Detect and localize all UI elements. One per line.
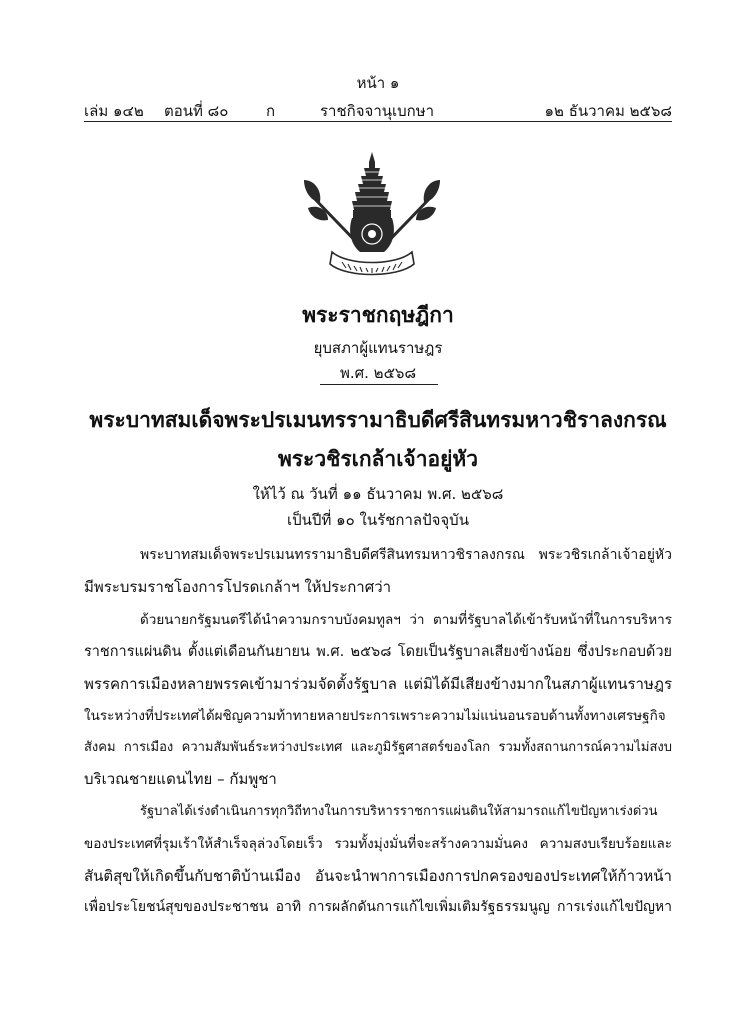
reign-year: เป็นปีที่ ๑๐ ในรัชกาลปัจจุบัน: [287, 511, 469, 529]
body-line: ในระหว่างที่ประเทศได้ผชิญความท้าทายหลายประการเพราะความไม่แน่นอนรอบด้านทั้งทางเศรษฐกิจ: [84, 708, 666, 724]
body-line: มีพระบรมราชโองการโปรดเกล้าฯ ให้ประกาศว่า: [84, 578, 392, 596]
body-line: รัฐบาลได้เร่งดำเนินการทุกวิถีทางในการบริหารราชการแผ่นดินให้สามารถแก้ไขปัญหาเร่งด่วน: [140, 804, 658, 819]
title-divider: [320, 384, 438, 385]
body-line: ด้วยนายกรัฐมนตรีได้นำความกราบบังคมทูลฯ ว่า ตามที่รัฐบาลได้เข้ารับหน้าที่ในการบริหาร: [140, 612, 672, 628]
body-line: สันติสุขให้เกิดขึ้นกับชาติบ้านเมือง อันจะนำพาการเมืองการปกครองของประเทศให้ก้าวหน้า: [84, 867, 672, 885]
royal-emblem-icon: [298, 150, 446, 280]
decree-year: พ.ศ. ๒๕๖๘: [339, 364, 417, 382]
king-name-line-2: พระวชิรเกล้าเจ้าอยู่หัว: [277, 447, 479, 471]
page-number: หน้า ๑: [356, 74, 400, 92]
publication-name: ราชกิจจานุเบกษา: [320, 102, 435, 120]
header-divider: [84, 121, 672, 122]
publication-date: ๑๒ ธันวาคม ๒๕๖๘: [544, 102, 672, 120]
decree-subtitle: ยุบสภาผู้แทนราษฎร: [313, 339, 443, 357]
king-name-line-1: พระบาทสมเด็จพระปรเมนทรรามาธิบดีศรีสินทรมหาวชิราลงกรณ: [89, 408, 667, 432]
decree-title: พระราชกฤษฎีกา: [302, 303, 454, 327]
body-line: ราชการแผ่นดิน ตั้งแต่เดือนกันยายน พ.ศ. ๒๕๖๘ โดยเป็นรัฐบาลเสียงข้างน้อย ซึ่งประกอบด้วย: [84, 644, 672, 660]
volume-number: เล่ม ๑๔๒: [84, 102, 144, 120]
given-date: ให้ไว้ ณ วันที่ ๑๑ ธันวาคม พ.ศ. ๒๕๖๘: [252, 485, 504, 503]
body-line: พรรคการเมืองหลายพรรคเข้ามาร่วมจัดตั้งรัฐบาล แต่มิได้มีเสียงข้างมากในสภาผู้แทนราษฎร: [84, 675, 672, 693]
body-line: บริเวณชายแดนไทย – กัมพูชา: [84, 770, 277, 788]
issue-number: ตอนที่ ๘๐: [164, 102, 229, 120]
section-letter: ก: [266, 102, 276, 120]
body-line: เพื่อประโยชน์สุขของประชาชน อาทิ การผลักดันการแก้ไขเพิ่มเติมรัฐธรรมนูญ การเร่งแก้ไขปัญหา: [84, 899, 672, 915]
body-line: พระบาทสมเด็จพระปรเมนทรรามาธิบดีศรีสินทรมหาวชิราลงกรณ พระวชิรเกล้าเจ้าอยู่หัว: [140, 547, 672, 563]
body-line: สังคม การเมือง ความสัมพันธ์ระหว่างประเทศ และภูมิรัฐศาสตร์ของโลก รวมทั้งสถานการณ์ความไม่สงบ: [84, 740, 672, 755]
body-line: ของประเทศที่รุมเร้าให้สำเร็จลุล่วงโดยเร็ว รวมทั้งมุ่งมั่นที่จะสร้างความมั่นคง ความสงบเรียบร้อยและ: [84, 836, 672, 852]
